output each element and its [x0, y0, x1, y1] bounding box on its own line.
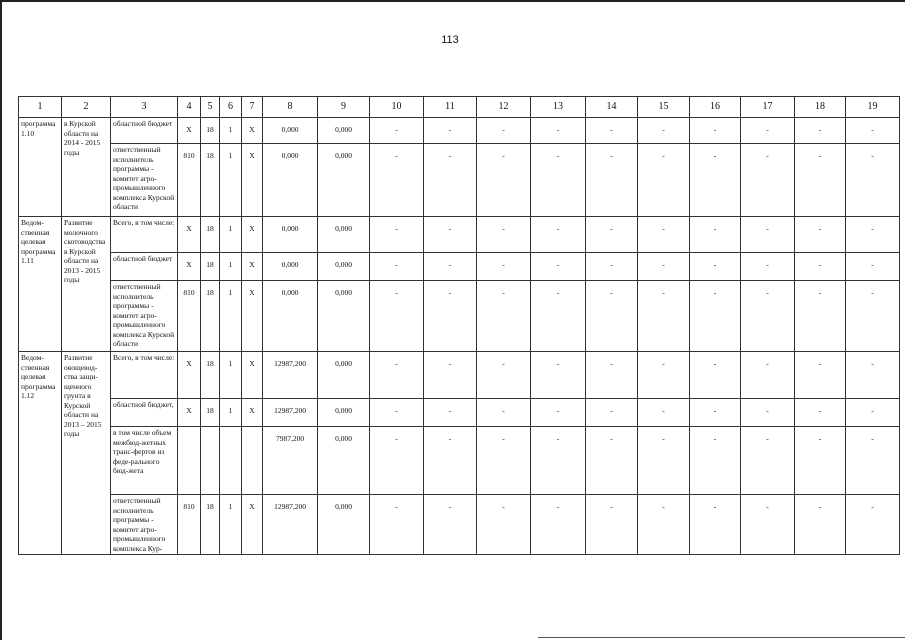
code-cell: X — [178, 118, 201, 144]
value-cell: - — [424, 144, 477, 217]
value-cell: - — [531, 495, 586, 555]
code-cell: 1 — [220, 352, 242, 399]
value-cell: - — [795, 217, 846, 253]
value-cell: - — [370, 281, 424, 352]
code-cell: X — [178, 352, 201, 399]
value-cell: - — [638, 427, 690, 495]
column-header: 12 — [477, 97, 531, 118]
value-cell: - — [741, 352, 795, 399]
funding-category-cell: ответственный исполнитель программы - комитет агро-промышленного комплекса Курской области — [111, 281, 178, 352]
amount-cell: 0,000 — [318, 427, 370, 495]
code-cell — [220, 427, 242, 495]
value-cell: - — [638, 217, 690, 253]
value-cell: - — [531, 427, 586, 495]
funding-category-cell: ответственный исполнитель программы - комитет агро-промышленного комплекса Курской области — [111, 144, 178, 217]
code-cell: 1 — [220, 253, 242, 281]
program-name-cell: в Курской области на 2014 - 2015 годы — [62, 118, 111, 217]
value-cell: - — [638, 118, 690, 144]
table-row — [19, 495, 900, 555]
value-cell: - — [586, 399, 638, 427]
code-cell: 1 — [220, 144, 242, 217]
amount-cell: 0,000 — [318, 217, 370, 253]
value-cell: - — [531, 352, 586, 399]
code-cell: 18 — [201, 399, 220, 427]
code-cell: X — [242, 118, 263, 144]
amount-cell: 0,000 — [318, 253, 370, 281]
amount-cell: 0,000 — [263, 253, 318, 281]
value-cell: - — [795, 253, 846, 281]
column-header: 6 — [220, 97, 242, 118]
code-cell: X — [242, 217, 263, 253]
column-header: 14 — [586, 97, 638, 118]
code-cell: X — [178, 253, 201, 281]
value-cell: - — [424, 352, 477, 399]
value-cell: - — [424, 118, 477, 144]
code-cell: 18 — [201, 281, 220, 352]
funding-category-cell: Всего, в том числе: — [111, 352, 178, 399]
value-cell: - — [690, 144, 741, 217]
value-cell: - — [586, 281, 638, 352]
column-header: 1 — [19, 97, 62, 118]
value-cell: - — [531, 253, 586, 281]
value-cell: - — [846, 217, 900, 253]
value-cell: - — [638, 253, 690, 281]
value-cell: - — [741, 281, 795, 352]
value-cell: - — [370, 253, 424, 281]
code-cell — [178, 427, 201, 495]
value-cell: - — [741, 495, 795, 555]
value-cell: - — [531, 118, 586, 144]
code-cell: 810 — [178, 281, 201, 352]
value-cell: - — [690, 399, 741, 427]
value-cell: - — [741, 118, 795, 144]
value-cell: - — [795, 495, 846, 555]
value-cell: - — [846, 427, 900, 495]
funding-category-cell: ответственный исполнитель программы - комитет агро-промышленного комплекса Кур- — [111, 495, 178, 555]
value-cell: - — [741, 144, 795, 217]
code-cell — [242, 427, 263, 495]
value-cell: - — [586, 118, 638, 144]
amount-cell: 0,000 — [318, 118, 370, 144]
code-cell: 810 — [178, 144, 201, 217]
value-cell: - — [586, 427, 638, 495]
value-cell: - — [477, 427, 531, 495]
value-cell: - — [370, 399, 424, 427]
code-cell: X — [178, 399, 201, 427]
table-body — [19, 118, 900, 555]
value-cell: - — [477, 281, 531, 352]
code-cell — [201, 427, 220, 495]
value-cell: - — [846, 495, 900, 555]
value-cell: - — [846, 118, 900, 144]
column-header: 17 — [741, 97, 795, 118]
code-cell: 1 — [220, 399, 242, 427]
code-cell: 18 — [201, 144, 220, 217]
amount-cell: 0,000 — [263, 118, 318, 144]
amount-cell: 0,000 — [318, 352, 370, 399]
value-cell: - — [477, 217, 531, 253]
column-header: 19 — [846, 97, 900, 118]
column-header: 13 — [531, 97, 586, 118]
code-cell: 810 — [178, 495, 201, 555]
table-row — [19, 118, 900, 144]
column-header: 3 — [111, 97, 178, 118]
code-cell: X — [178, 217, 201, 253]
code-cell: X — [242, 253, 263, 281]
column-header: 10 — [370, 97, 424, 118]
value-cell: - — [795, 144, 846, 217]
code-cell: 1 — [220, 118, 242, 144]
amount-cell: 0,000 — [318, 281, 370, 352]
value-cell: - — [477, 352, 531, 399]
table-row — [19, 253, 900, 281]
table-row — [19, 352, 900, 399]
value-cell: - — [424, 495, 477, 555]
amount-cell: 12987,200 — [263, 399, 318, 427]
value-cell: - — [370, 427, 424, 495]
value-cell: - — [370, 495, 424, 555]
program-name-cell: Развитие овощевод-ства защи-щенного грунта в Курской области на 2013 – 2015 годы — [62, 352, 111, 555]
table-row — [19, 281, 900, 352]
value-cell: - — [477, 118, 531, 144]
column-header: 11 — [424, 97, 477, 118]
code-cell: 1 — [220, 281, 242, 352]
value-cell: - — [638, 144, 690, 217]
value-cell: - — [741, 253, 795, 281]
value-cell: - — [741, 217, 795, 253]
funding-category-cell: областной бюджет — [111, 253, 178, 281]
value-cell: - — [846, 352, 900, 399]
value-cell: - — [477, 253, 531, 281]
code-cell: 18 — [201, 217, 220, 253]
value-cell: - — [638, 281, 690, 352]
budget-table — [18, 96, 900, 555]
value-cell: - — [586, 144, 638, 217]
value-cell: - — [477, 144, 531, 217]
column-header: 4 — [178, 97, 201, 118]
value-cell: - — [795, 281, 846, 352]
funding-category-cell: в том числе объем межбюд-жетных транс-фертов из феде-рального бюд-жета — [111, 427, 178, 495]
table-row — [19, 144, 900, 217]
value-cell: - — [370, 118, 424, 144]
column-header: 16 — [690, 97, 741, 118]
value-cell: - — [741, 399, 795, 427]
program-code-cell: программа 1.10 — [19, 118, 62, 217]
value-cell: - — [741, 427, 795, 495]
column-header: 2 — [62, 97, 111, 118]
value-cell: - — [795, 427, 846, 495]
code-cell: 18 — [201, 118, 220, 144]
value-cell: - — [586, 217, 638, 253]
scan-left-border — [0, 0, 2, 640]
value-cell: - — [586, 253, 638, 281]
value-cell: - — [638, 495, 690, 555]
value-cell: - — [638, 399, 690, 427]
value-cell: - — [586, 495, 638, 555]
funding-category-cell: Всего, в том числе: — [111, 217, 178, 253]
table-row — [19, 427, 900, 495]
column-header: 9 — [318, 97, 370, 118]
amount-cell: 0,000 — [263, 144, 318, 217]
code-cell: X — [242, 495, 263, 555]
program-name-cell: Развитие молочного скотоводства в Курской области на 2013 - 2015 годы — [62, 217, 111, 352]
value-cell: - — [690, 253, 741, 281]
code-cell: 1 — [220, 217, 242, 253]
value-cell: - — [846, 253, 900, 281]
value-cell: - — [638, 352, 690, 399]
value-cell: - — [424, 427, 477, 495]
amount-cell: 12987,200 — [263, 495, 318, 555]
value-cell: - — [690, 217, 741, 253]
table-row — [19, 217, 900, 253]
value-cell: - — [690, 281, 741, 352]
code-cell: 18 — [201, 495, 220, 555]
code-cell: X — [242, 352, 263, 399]
column-header: 18 — [795, 97, 846, 118]
value-cell: - — [795, 118, 846, 144]
program-code-cell: Ведом-ственная целевая программа 1.11 — [19, 217, 62, 352]
amount-cell: 0,000 — [318, 495, 370, 555]
page-number: 113 — [441, 34, 459, 46]
value-cell: - — [846, 399, 900, 427]
value-cell: - — [531, 281, 586, 352]
column-header: 8 — [263, 97, 318, 118]
value-cell: - — [586, 352, 638, 399]
funding-category-cell: областной бюджет, — [111, 399, 178, 427]
column-header: 5 — [201, 97, 220, 118]
code-cell: X — [242, 281, 263, 352]
code-cell: 18 — [201, 253, 220, 281]
value-cell: - — [690, 352, 741, 399]
amount-cell: 0,000 — [318, 399, 370, 427]
value-cell: - — [370, 144, 424, 217]
scan-top-border — [0, 0, 905, 2]
column-header: 15 — [638, 97, 690, 118]
amount-cell: 12987,200 — [263, 352, 318, 399]
amount-cell: 0,000 — [263, 281, 318, 352]
code-cell: X — [242, 144, 263, 217]
value-cell: - — [690, 427, 741, 495]
code-cell: 1 — [220, 495, 242, 555]
value-cell: - — [795, 399, 846, 427]
scan-bottom-line — [538, 637, 905, 638]
value-cell: - — [424, 253, 477, 281]
value-cell: - — [846, 281, 900, 352]
value-cell: - — [370, 352, 424, 399]
table-row — [19, 399, 900, 427]
value-cell: - — [424, 281, 477, 352]
value-cell: - — [477, 495, 531, 555]
program-code-cell: Ведом-ственная целевая программа 1.12 — [19, 352, 62, 555]
value-cell: - — [531, 217, 586, 253]
code-cell: 18 — [201, 352, 220, 399]
header-row — [19, 97, 900, 118]
code-cell: X — [242, 399, 263, 427]
value-cell: - — [424, 217, 477, 253]
value-cell: - — [690, 118, 741, 144]
amount-cell: 7987,200 — [263, 427, 318, 495]
value-cell: - — [846, 144, 900, 217]
value-cell: - — [477, 399, 531, 427]
column-header: 7 — [242, 97, 263, 118]
amount-cell: 0,000 — [263, 217, 318, 253]
value-cell: - — [424, 399, 477, 427]
value-cell: - — [795, 352, 846, 399]
funding-category-cell: областной бюджет — [111, 118, 178, 144]
value-cell: - — [531, 399, 586, 427]
value-cell: - — [370, 217, 424, 253]
value-cell: - — [531, 144, 586, 217]
value-cell: - — [690, 495, 741, 555]
amount-cell: 0,000 — [318, 144, 370, 217]
